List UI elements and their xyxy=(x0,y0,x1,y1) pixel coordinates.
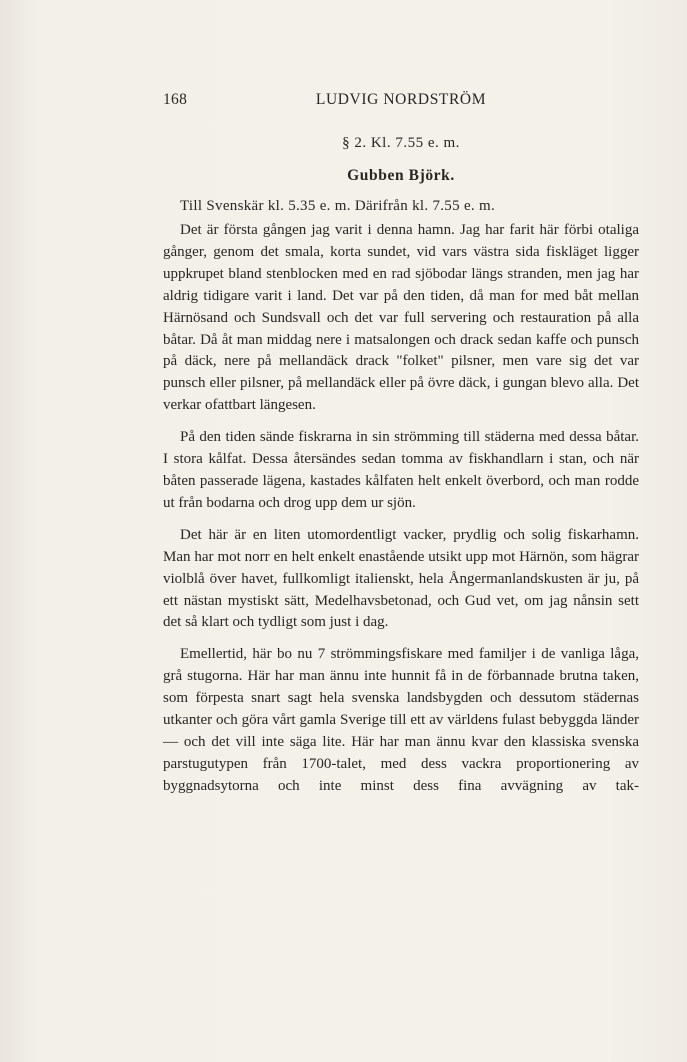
page-number: 168 xyxy=(163,91,188,108)
body-text xyxy=(163,220,639,798)
paragraph-3: Det här är en liten utomordentligt vacker, prydlig och solig fiskarhamn. Man har mot norr en helt enkelt enastående utsikt upp mot Härnön, som hägrar violblå över havet, fullkomligt italienskt, hela Ångermanlandskusten är ju, på ett nästan mystiskt sätt, Medelhavsbetonad, och Gud vet, om jag nånsin sett det så klart och tydligt som just i dag. xyxy=(163,526,639,631)
paragraph-2: På den tiden sände fiskrarna in sin strömming till städerna med dessa båtar. I stora kålfat. Dessa återsändes sedan tomma av fiskhandlarn i stan, och när båten passerade lägena, kastades kålfaten helt enkelt överbord, och man rodde ut från bodarna och drog upp dem ur sjön. xyxy=(163,429,639,511)
paragraph-1: Det är första gången jag varit i denna hamn. Jag har farit här förbi otaliga gånger, genom det smala, korta sundet, vid vars västra sida fiskläget ligger uppkrupet bland stenblocken med en rad sjöbodar längs stranden, men jag har aldrig tidigare varit i land. Det var på den tiden, då man for med båt mellan Härnösand och Sundsvall och det var full servering och restauration på alla båtar. Då åt man middag nere i matsalongen och drack sedan kaffe och punsch på däck, nere på mellandäck drack "folket" pilsner, men vare sig det var punsch eller pilsner, på mellandäck eller på övre däck, i gungan blevo alla. Det verkar ofattbart längesen. xyxy=(163,222,639,414)
paragraph-4: Emellertid, här bo nu 7 strömmingsfiskare med familjer i de vanliga låga, grå stugorna. Här har man ännu inte hunnit få in de förbannade brutna taken, som förpesta snart sagt hela svenska landsbygden och dessutom städernas utkanter och göra vårt gamla Sverige till ett av världens fulast bebyggda länder — och det vill inte säga lite. Här har man ännu kvar den klassiska svenska parstugutypen från 1700-talet, med dess vackra proportionering av byggnadsytorna och inte minst dess fina avvägning av tak- xyxy=(163,646,639,794)
running-title: LUDVIG NORDSTRÖM xyxy=(315,91,487,108)
section-marker: § 2. Kl. 7.55 e. m. xyxy=(342,135,460,151)
page-header xyxy=(163,91,639,113)
section-title: Gubben Björk. xyxy=(347,167,455,184)
itinerary-line: Till Svenskär kl. 5.35 e. m. Därifrån kl. 7.55 e. m. xyxy=(180,198,496,214)
